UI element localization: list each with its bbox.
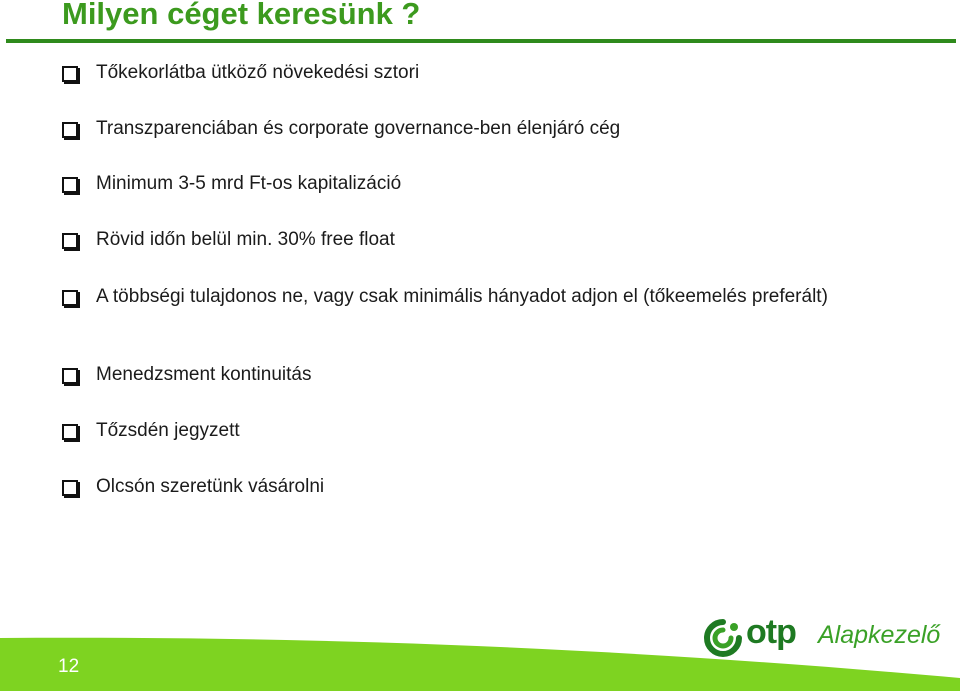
checkbox-bullet-icon [62, 66, 78, 82]
slide-title: Milyen céget keresünk ? [62, 0, 421, 31]
otp-logo-mark-icon [704, 619, 742, 657]
bullet-text: Olcsón szeretünk vásárolni [96, 476, 325, 497]
bullet-text: Transzparenciában és corporate governance-ben élenjáró cég [96, 118, 621, 139]
checkbox-bullet-icon [62, 424, 78, 440]
bullet-text: Minimum 3-5 mrd Ft-os kapitalizáció [96, 173, 402, 194]
checkbox-bullet-icon [62, 368, 78, 384]
bullet-text: Tőkekorlátba ütköző növekedési sztori [96, 62, 420, 83]
bullet-text: A többségi tulajdonos ne, vagy csak minimális hányadot adjon el (tőkeemelés preferált) [96, 286, 828, 307]
checkbox-bullet-icon [62, 233, 78, 249]
checkbox-bullet-icon [62, 290, 78, 306]
logo-sub-text: Alapkezelő [818, 621, 941, 649]
title-divider [6, 39, 956, 43]
bullet-text: Menedzsment kontinuitás [96, 364, 312, 385]
checkbox-bullet-icon [62, 177, 78, 193]
checkbox-bullet-icon [62, 122, 78, 138]
logo-brand-text: otp [746, 613, 796, 651]
otp-alapkezelo-logo [704, 613, 941, 661]
checkbox-bullet-icon [62, 480, 78, 496]
bullet-text: Rövid időn belül min. 30% free float [96, 229, 395, 250]
page-number: 12 [58, 656, 80, 677]
bullet-text: Tőzsdén jegyzett [96, 420, 240, 441]
